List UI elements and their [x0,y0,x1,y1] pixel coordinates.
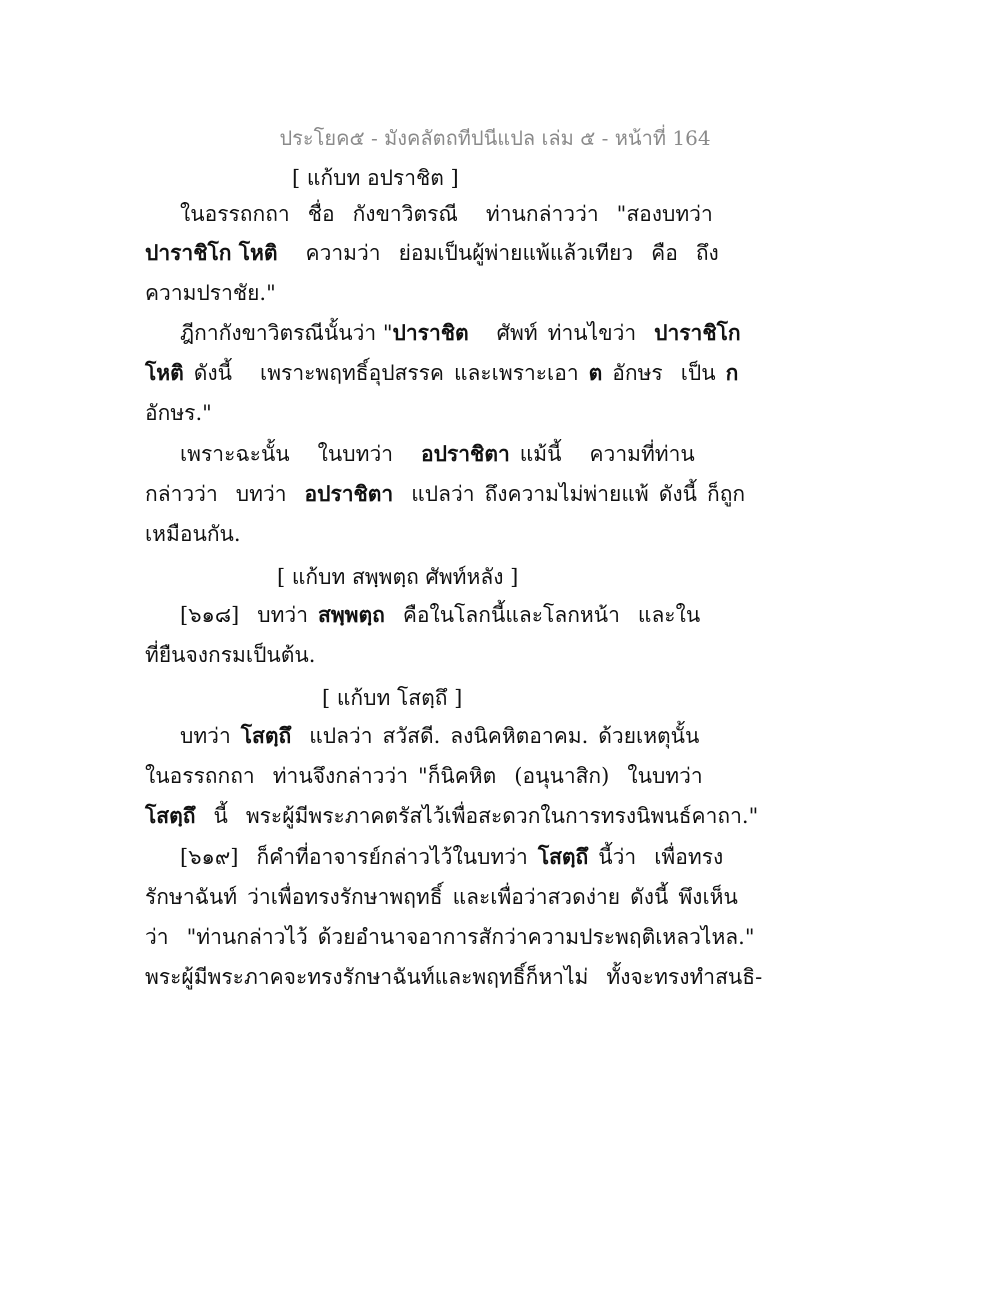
text-line: ในอรรถกถา ชื่อ กังขาวิตรณี ท่านกล่าวว่า "สองบทว่า [180,202,713,226]
text-line: ในอรรถกถา ท่านจึงกล่าวว่า "ก็นิคหิต (อนุนาสิก) ในบทว่า [145,764,703,788]
section-heading-aparachit: [ แก้บท อปราชิต ] [292,166,459,190]
text-line: ความปราชัย." [145,281,276,305]
text-line: โหติ ดังนี้ เพราะพฤทธิ์อุปสรรค และเพราะเอา ต อักษร เป็น ก [145,360,739,385]
text-line: ปาราชิโก โหติ ความว่า ย่อมเป็นผู้พ่ายแพ้แล้วเทียว คือ ถึง [145,240,719,265]
page-header: ประโยค๕ - มังคลัตถทีปนีแปล เล่ม ๕ - หน้าที่ 164 [279,126,711,150]
text-line: [๖๑๙] ก็คำที่อาจารย์กล่าวไว้ในบทว่า โสตฺถึ นี้ว่า เพื่อทรง [180,844,724,869]
text-line: เหมือนกัน. [145,522,241,546]
section-heading-sabbattha: [ แก้บท สพฺพตฺถ ศัพท์หลัง ] [277,565,519,589]
text-line: รักษาฉันท์ ว่าเพื่อทรงรักษาพฤทธิ์ และเพื่อว่าสวดง่าย ดังนี้ พึงเห็น [145,885,738,909]
section-heading-sotthim: [ แก้บท โสตฺถึ ] [322,686,463,710]
text-line: ที่ยืนจงกรมเป็นต้น. [145,643,316,667]
text-line: โสตฺถึ นี้ พระผู้มีพระภาคตรัสไว้เพื่อสะดวกในการทรงนิพนธ์คาถา." [145,803,759,828]
text-line: อักษร." [145,401,212,425]
text-line: ฎีกากังขาวิตรณีนั้นว่า "ปาราชิต ศัพท์ ท่านไขว่า ปาราชิโก [180,320,741,345]
text-line: บทว่า โสตฺถึ แปลว่า สวัสดี. ลงนิคหิตอาคม. ด้วยเหตุนั้น [180,723,700,748]
text-line: พระผู้มีพระภาคจะทรงรักษาฉันท์และพฤทธิ์ก็หาไม่ ทั้งจะทรงทำสนธิ- [145,965,763,989]
text-line: [๖๑๘] บทว่า สพฺพตฺถ คือในโลกนี้และโลกหน้า และใน [180,602,701,627]
text-line: ว่า "ท่านกล่าวไว้ ด้วยอำนาจอาการสักว่าความประพฤติเหลวไหล." [145,925,755,949]
text-line: เพราะฉะนั้น ในบทว่า อปราชิตา แม้นี้ ความที่ท่าน [180,441,695,466]
text-line: กล่าวว่า บทว่า อปราชิตา แปลว่า ถึงความไม่พ่ายแพ้ ดังนี้ ก็ถูก [145,481,746,506]
